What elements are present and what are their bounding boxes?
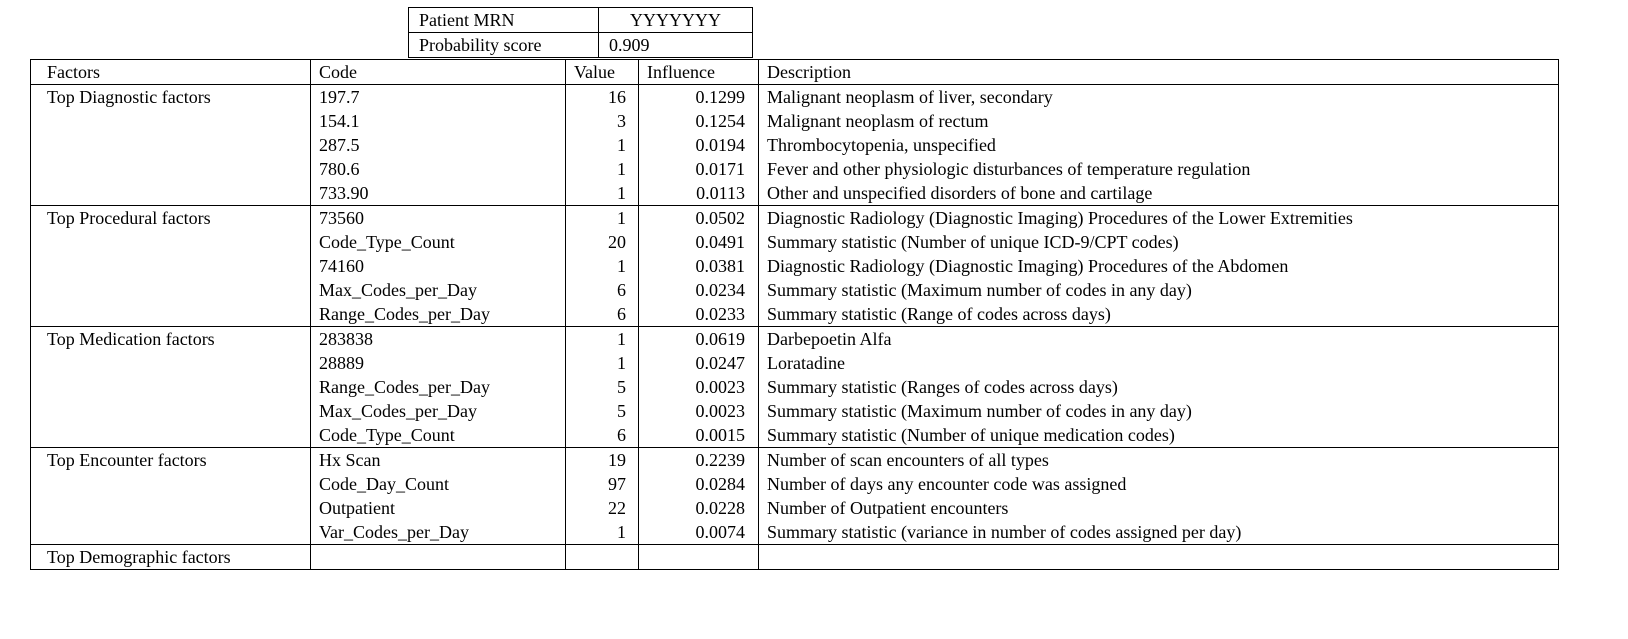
- description-cell: Malignant neoplasm of rectum: [759, 109, 1559, 133]
- table-row: [31, 133, 1559, 157]
- description-cell: Thrombocytopenia, unspecified: [759, 133, 1559, 157]
- table-row: [31, 278, 1559, 302]
- factors-group-label: [31, 472, 311, 496]
- factors-group: [31, 85, 1559, 206]
- table-row: [31, 206, 1559, 231]
- factors-group-label: [31, 181, 311, 206]
- description-cell: Darbepoetin Alfa: [759, 327, 1559, 352]
- influence-cell: 0.0113: [639, 181, 759, 206]
- description-cell: Number of scan encounters of all types: [759, 448, 1559, 473]
- code-cell: 73560: [311, 206, 566, 231]
- value-cell: 5: [566, 399, 639, 423]
- probability-score-row: [409, 33, 753, 58]
- factors-group-label: Top Medication factors: [31, 327, 311, 352]
- factors-group: [31, 448, 1559, 545]
- factors-group: [31, 327, 1559, 448]
- influence-cell: 0.1254: [639, 109, 759, 133]
- influence-cell: 0.0023: [639, 375, 759, 399]
- table-row: [31, 375, 1559, 399]
- patient-mrn-row: [409, 8, 753, 33]
- factors-group-label: Top Demographic factors: [31, 545, 311, 570]
- table-row: [31, 351, 1559, 375]
- value-cell: 1: [566, 254, 639, 278]
- code-cell: 28889: [311, 351, 566, 375]
- factors-group-label: [31, 496, 311, 520]
- description-cell: Summary statistic (Number of unique medication codes): [759, 423, 1559, 448]
- description-cell: Summary statistic (Ranges of codes across days): [759, 375, 1559, 399]
- factors-group-label: [31, 109, 311, 133]
- factors-group-label: [31, 375, 311, 399]
- code-cell: Outpatient: [311, 496, 566, 520]
- factors-group-label: Top Encounter factors: [31, 448, 311, 473]
- factors-group-label: [31, 133, 311, 157]
- code-cell: Hx Scan: [311, 448, 566, 473]
- factors-group-label: [31, 423, 311, 448]
- factors-group-label: [31, 399, 311, 423]
- code-cell: 74160: [311, 254, 566, 278]
- table-row: [31, 448, 1559, 473]
- description-cell: Diagnostic Radiology (Diagnostic Imaging) Procedures of the Lower Extremities: [759, 206, 1559, 231]
- influence-cell: 0.0171: [639, 157, 759, 181]
- code-cell: [311, 545, 566, 570]
- value-cell: 6: [566, 423, 639, 448]
- value-cell: 20: [566, 230, 639, 254]
- description-cell: Malignant neoplasm of liver, secondary: [759, 85, 1559, 110]
- code-cell: Code_Day_Count: [311, 472, 566, 496]
- table-row: [31, 157, 1559, 181]
- table-row: [31, 85, 1559, 110]
- description-cell: Other and unspecified disorders of bone and cartilage: [759, 181, 1559, 206]
- patient-mrn-label: Patient MRN: [409, 8, 599, 33]
- factors-group-label: Top Procedural factors: [31, 206, 311, 231]
- factors-group-label: [31, 230, 311, 254]
- influence-cell: 0.1299: [639, 85, 759, 110]
- value-cell: 16: [566, 85, 639, 110]
- probability-score-label: Probability score: [409, 33, 599, 58]
- value-cell: 22: [566, 496, 639, 520]
- factors-group-label: [31, 302, 311, 327]
- description-cell: Summary statistic (Number of unique ICD-9/CPT codes): [759, 230, 1559, 254]
- influence-cell: 0.0228: [639, 496, 759, 520]
- factors-group-label: [31, 278, 311, 302]
- description-cell: Summary statistic (Maximum number of codes in any day): [759, 399, 1559, 423]
- code-cell: Code_Type_Count: [311, 230, 566, 254]
- value-cell: 1: [566, 327, 639, 352]
- influence-cell: 0.0247: [639, 351, 759, 375]
- code-cell: 287.5: [311, 133, 566, 157]
- table-row: [31, 472, 1559, 496]
- description-cell: Summary statistic (variance in number of codes assigned per day): [759, 520, 1559, 545]
- factors-group: [31, 206, 1559, 327]
- header-code: Code: [311, 60, 566, 85]
- header-factors: Factors: [31, 60, 311, 85]
- value-cell: 1: [566, 181, 639, 206]
- value-cell: 6: [566, 302, 639, 327]
- value-cell: 1: [566, 206, 639, 231]
- value-cell: 1: [566, 157, 639, 181]
- description-cell: Number of Outpatient encounters: [759, 496, 1559, 520]
- value-cell: 6: [566, 278, 639, 302]
- factors-table: [30, 59, 1559, 570]
- value-cell: 1: [566, 520, 639, 545]
- influence-cell: 0.2239: [639, 448, 759, 473]
- code-cell: 197.7: [311, 85, 566, 110]
- table-row: [31, 109, 1559, 133]
- patient-mrn-value: YYYYYYY: [599, 8, 753, 33]
- table-row: [31, 423, 1559, 448]
- value-cell: 5: [566, 375, 639, 399]
- influence-cell: 0.0491: [639, 230, 759, 254]
- description-cell: Number of days any encounter code was assigned: [759, 472, 1559, 496]
- influence-cell: [639, 545, 759, 570]
- value-cell: [566, 545, 639, 570]
- description-cell: Summary statistic (Range of codes across days): [759, 302, 1559, 327]
- factors-group-label: [31, 520, 311, 545]
- code-cell: Code_Type_Count: [311, 423, 566, 448]
- influence-cell: 0.0234: [639, 278, 759, 302]
- value-cell: 3: [566, 109, 639, 133]
- influence-cell: 0.0619: [639, 327, 759, 352]
- code-cell: 154.1: [311, 109, 566, 133]
- value-cell: 19: [566, 448, 639, 473]
- influence-cell: 0.0284: [639, 472, 759, 496]
- code-cell: 283838: [311, 327, 566, 352]
- factors-group-label: [31, 157, 311, 181]
- table-row: [31, 399, 1559, 423]
- code-cell: 780.6: [311, 157, 566, 181]
- description-cell: Loratadine: [759, 351, 1559, 375]
- value-cell: 1: [566, 351, 639, 375]
- description-cell: [759, 545, 1559, 570]
- code-cell: Var_Codes_per_Day: [311, 520, 566, 545]
- factors-group-label: Top Diagnostic factors: [31, 85, 311, 110]
- factors-table-header: [31, 60, 1559, 85]
- factors-group-label: [31, 254, 311, 278]
- code-cell: Range_Codes_per_Day: [311, 302, 566, 327]
- influence-cell: 0.0023: [639, 399, 759, 423]
- code-cell: Max_Codes_per_Day: [311, 278, 566, 302]
- influence-cell: 0.0381: [639, 254, 759, 278]
- influence-cell: 0.0015: [639, 423, 759, 448]
- header-value: Value: [566, 60, 639, 85]
- table-row: [31, 230, 1559, 254]
- description-cell: Summary statistic (Maximum number of codes in any day): [759, 278, 1559, 302]
- influence-cell: 0.0194: [639, 133, 759, 157]
- description-cell: Fever and other physiologic disturbances of temperature regulation: [759, 157, 1559, 181]
- code-cell: Range_Codes_per_Day: [311, 375, 566, 399]
- code-cell: Max_Codes_per_Day: [311, 399, 566, 423]
- table-row: [31, 181, 1559, 206]
- table-row: [31, 327, 1559, 352]
- header-row: [31, 60, 1559, 85]
- influence-cell: 0.0502: [639, 206, 759, 231]
- header-description: Description: [759, 60, 1559, 85]
- table-row: [31, 520, 1559, 545]
- description-cell: Diagnostic Radiology (Diagnostic Imaging) Procedures of the Abdomen: [759, 254, 1559, 278]
- table-row: [31, 254, 1559, 278]
- header-influence: Influence: [639, 60, 759, 85]
- code-cell: 733.90: [311, 181, 566, 206]
- patient-info-table: [408, 7, 753, 58]
- value-cell: 97: [566, 472, 639, 496]
- probability-score-value: 0.909: [599, 33, 753, 58]
- table-row: [31, 545, 1559, 570]
- influence-cell: 0.0074: [639, 520, 759, 545]
- table-row: [31, 496, 1559, 520]
- value-cell: 1: [566, 133, 639, 157]
- influence-cell: 0.0233: [639, 302, 759, 327]
- factors-group: [31, 545, 1559, 570]
- table-row: [31, 302, 1559, 327]
- factors-group-label: [31, 351, 311, 375]
